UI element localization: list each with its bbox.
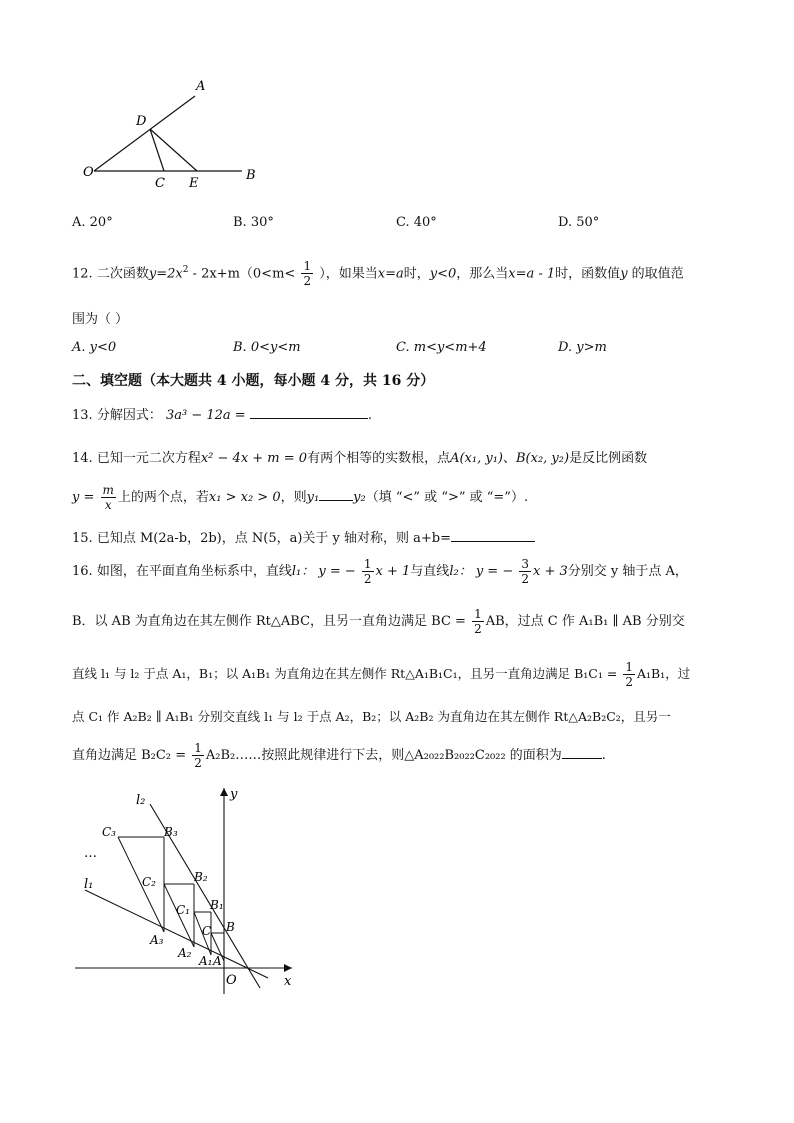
q11-option-c[interactable]: C. 40° [396, 215, 437, 230]
q14-fraction: $\frac{m}{x}$ [102, 483, 114, 512]
label-B: B [246, 168, 256, 183]
q12-cond3: x=a - 1 [508, 266, 556, 282]
q16-line5 [72, 741, 606, 771]
q12-fraction: $\frac{1}{2}$ [303, 259, 312, 289]
label-A3: A₃ [150, 933, 164, 947]
q16-l2-fraction: $\frac{3}{2}$ [521, 557, 529, 586]
q12-option-a[interactable]: A. y<0 [72, 340, 117, 355]
q11-option-b[interactable]: B. 30° [233, 215, 274, 230]
q16-l2-eq-b: x + 3 [533, 564, 568, 579]
q12-option-c[interactable]: C. m<y<m+4 [396, 340, 487, 355]
q12-line2: 围为（ ） [72, 312, 129, 327]
q16-l2-eq-a: ： y = − [458, 564, 514, 579]
q14-text-a: 已知一元二次方程 [96, 451, 201, 466]
q12-text-d: ，那么当 [456, 266, 509, 282]
q15-line [72, 527, 535, 546]
q14-y1: y₁ [306, 490, 320, 505]
label-A: A [196, 79, 206, 94]
q16-line5-end: . [601, 748, 606, 763]
label-y-axis: y [230, 787, 238, 802]
q13-end: . [367, 408, 372, 423]
label-O: O [83, 165, 94, 180]
label-B2: B₂ [194, 870, 208, 884]
label-B1: B₁ [210, 898, 224, 912]
q12-cond2: y<0 [429, 266, 457, 282]
q16-text-b: 与直线 [410, 564, 450, 579]
label-C: C [155, 176, 165, 191]
label-E: E [189, 176, 199, 191]
q14-line2-c: ，则 [280, 490, 307, 505]
q16-line2-fraction: $\frac{1}{2}$ [474, 607, 482, 636]
q13-number: 13. [72, 408, 93, 423]
q16-text-a: 如图，在平面直角坐标系中，直线 [96, 564, 292, 579]
q12-option-d[interactable]: D. y>m [558, 340, 607, 355]
coordinate-figure [70, 782, 310, 1007]
label-ellipsis: … [84, 846, 97, 861]
label-l2: l₂ [136, 793, 146, 808]
q12-text-e: 时，函数值 [555, 266, 621, 282]
label-C1: C₁ [176, 903, 190, 917]
q12-option-b[interactable]: B. 0<y<m [233, 340, 301, 355]
q12-func-rest: - 2x+m（0<m< [188, 266, 296, 282]
q15-text: 已知点 M(2a-b，2b)，点 N(5，a)关于 y 轴对称，则 a+b= [96, 531, 452, 546]
q14-line2 [72, 483, 528, 513]
q13-line [72, 404, 372, 423]
label-l1: l₁ [84, 877, 94, 892]
q14-answer-blank[interactable] [319, 500, 353, 501]
q16-line3-b: A₁B₁，过 [636, 666, 691, 681]
q12-text-b: ），如果当 [319, 266, 378, 282]
q14-number: 14. [72, 451, 93, 466]
q13-answer-blank[interactable] [250, 418, 368, 419]
label-C3: C₃ [102, 825, 116, 839]
q11-option-d[interactable]: D. 50° [558, 215, 600, 230]
q14-equation: x² − 4x + m = 0 [200, 451, 308, 466]
label-C2: C₂ [142, 875, 156, 889]
q16-line2-a: B．以 AB 为直角边在其左侧作 Rt△ABC，且另一直角边满足 BC = [72, 614, 466, 629]
q13-expr: 3a³ − 12a = [165, 408, 246, 423]
q16-line4: 点 C₁ 作 A₂B₂ ∥ A₁B₁ 分别交直线 l₁ 与 l₂ 于点 A₂，B₂；以 A₂B₂ 为直角边在其左侧作 Rt△A₂B₂C₂，且另一 [72, 709, 671, 724]
q16-l1-name: l₁ [291, 564, 302, 579]
label-B: B [226, 920, 235, 934]
q16-line3 [72, 659, 690, 689]
q14-point-b: B(x₂, y₂) [516, 451, 570, 466]
q15-answer-blank[interactable] [451, 541, 535, 542]
q14-text-b: 有两个相等的实数根，点 [307, 451, 451, 466]
q16-answer-blank[interactable] [562, 758, 602, 759]
q14-sep: 、 [502, 451, 516, 466]
q16-line2-b: AB，过点 C 作 A₁B₁ ∥ AB 分别交 [485, 614, 685, 629]
q16-number: 16. [72, 564, 93, 579]
q12-text-a: 二次函数 [96, 266, 149, 282]
q13-text: 分解因式： [96, 408, 162, 423]
label-origin: O [226, 973, 237, 988]
q14-line2-b: 上的两个点，若 [117, 490, 209, 505]
q16-line3-fraction: $\frac{1}{2}$ [625, 660, 633, 689]
q16-text-c: 分别交 y 轴于点 A， [567, 564, 688, 579]
q12-cond1: x=a [377, 266, 404, 282]
q16-l1-eq-b: x + 1 [375, 564, 411, 579]
q16-line5-a: 直角边满足 B₂C₂ = [72, 748, 187, 763]
q14-line2-d: （填 “<” 或 “>” 或 “=”）. [365, 490, 529, 505]
q14-line1 [72, 447, 647, 466]
label-x-axis: x [284, 974, 292, 989]
q12-text-f: 的取值范 [627, 266, 684, 282]
q12-number: 12. [72, 266, 93, 282]
label-B3: B₃ [164, 825, 178, 839]
label-A1: A₁ [199, 954, 213, 968]
q14-text-c: 是反比例函数 [569, 451, 648, 466]
q16-line2 [72, 607, 685, 637]
q14-condition: x₁ > x₂ > 0 [208, 490, 281, 505]
q15-number: 15. [72, 531, 93, 546]
label-C: C [202, 924, 212, 938]
q16-l1-fraction: $\frac{1}{2}$ [363, 557, 372, 586]
label-A2: A₂ [178, 946, 192, 960]
q12-text-c: 时， [403, 266, 430, 282]
q14-func-lhs: y = [72, 490, 95, 505]
q16-line1 [72, 557, 688, 587]
q11-option-a[interactable]: A. 20° [72, 215, 113, 230]
q16-l1-eq-a: ： y = − [301, 564, 356, 579]
label-A: A [213, 954, 222, 968]
q12-func: y=2x [148, 266, 183, 282]
q12-var-y: y [620, 266, 628, 282]
q16-line5-b: A₂B₂……按照此规律进行下去，则△A₂₀₂₂B₂₀₂₂C₂₀₂₂ 的面积为 [205, 748, 562, 763]
label-D: D [136, 114, 147, 129]
q16-line3-a: 直线 l₁ 与 l₂ 于点 A₁，B₁；以 A₁B₁ 为直角边在其左侧作 Rt△A₁B₁C₁，且另一直角边满足 B₁C₁ = [72, 666, 618, 681]
geometry-figure-angle [70, 70, 280, 195]
section-heading: 二、填空题（本大题共 4 小题，每小题 4 分，共 16 分） [72, 373, 435, 389]
q14-y2: y₂ [353, 490, 366, 505]
q16-l2-name: l₂ [449, 564, 459, 579]
q16-line5-fraction: $\frac{1}{2}$ [194, 741, 202, 770]
q12-line1: 12. 二次函数$y=2x^2 - 2x+m(0<m<$ $\frac{1}{2}$ ），如果当x=a时，y<0，那么当x=a - 1时，函数值y 的取值范 [72, 259, 684, 289]
q14-point-a: A(x₁, y₁) [450, 451, 503, 466]
